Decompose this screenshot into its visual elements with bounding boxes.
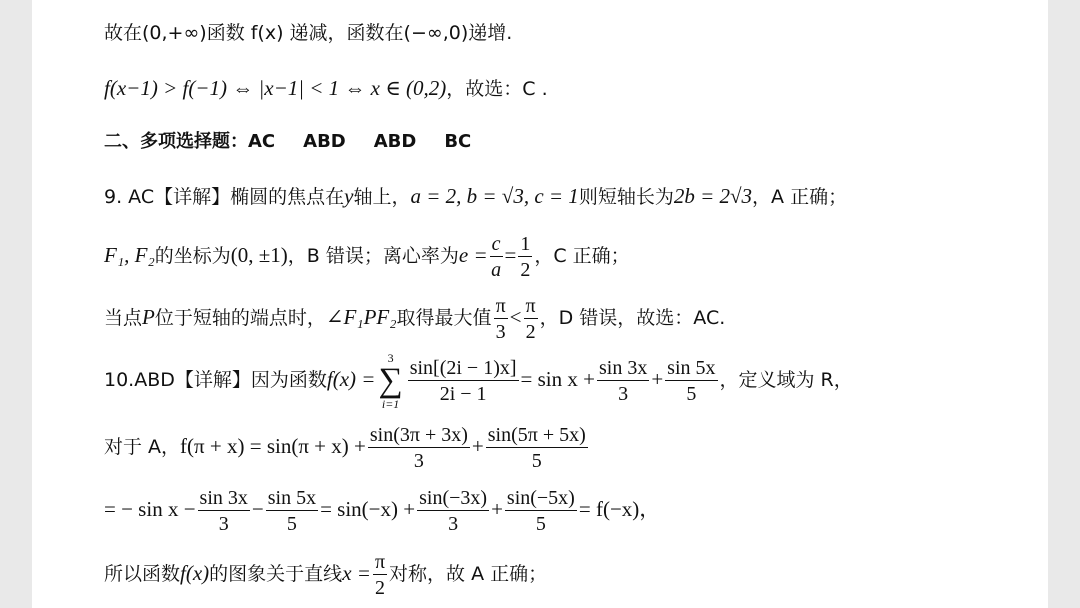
line-text: 9. AC【详解】椭圆的焦点在 [104, 186, 345, 208]
line-text: ，C 正确； [534, 245, 630, 267]
fraction-numerator: sin 3x [598, 357, 648, 379]
heading-text: 二、多项选择题：AC [104, 131, 276, 152]
fraction-numerator: sin(5π + 5x) [487, 424, 586, 446]
fraction-numerator: sin(3π + 3x) [369, 424, 468, 446]
fraction-numerator: c [491, 233, 501, 255]
math-expression: = sin x + [520, 367, 595, 391]
line-text: 位于短轴的端点时， [154, 307, 326, 329]
math-symbol: + [491, 497, 503, 521]
sum-lower-bound: i=1 [381, 397, 400, 411]
math-expression: 2b = 2√3 [673, 184, 753, 208]
fraction-denominator: 2i − 1 [439, 383, 487, 405]
fraction-denominator: 2 [525, 321, 536, 343]
question-9-line-3 [104, 296, 725, 342]
math-expression: (0, ±1) [230, 243, 288, 267]
fraction-denominator: 5 [286, 513, 297, 535]
fraction-denominator: 3 [618, 383, 629, 405]
math-symbol: = [504, 243, 517, 267]
math-symbol: y [344, 184, 354, 208]
line-text: 的图象关于直线 [209, 563, 343, 585]
fraction [417, 488, 489, 534]
math-expression: a = 2, b = √3, c = 1 [410, 184, 579, 208]
fraction [518, 234, 532, 280]
line-text: 对于 A， [104, 436, 181, 458]
question-10-line-1 [104, 352, 853, 410]
math-expression: f(x) [180, 561, 210, 585]
fraction-denominator: 3 [218, 513, 229, 535]
fraction-numerator: sin 5x [667, 357, 716, 379]
heading-answer: ABD [373, 131, 417, 152]
math-symbol: + [651, 367, 664, 391]
line-text: 故在(0,+∞)函数 f(x) 递减，函数在(−∞,0)递增. [104, 22, 513, 44]
fraction-numerator: 1 [520, 233, 531, 255]
fraction-denominator: 3 [448, 513, 459, 535]
fraction [490, 234, 503, 280]
fraction [266, 488, 318, 534]
fraction-numerator: sin 3x [199, 487, 248, 509]
math-expression: F₁, F₂ [104, 243, 155, 267]
question-10-line-2 [104, 425, 590, 471]
sum-upper-bound: 3 [387, 351, 394, 365]
fraction [665, 358, 717, 404]
math-expression: ∠F₁PF₂ [325, 305, 397, 329]
line-text: 所以函数 [104, 563, 181, 585]
line-text: 轴上， [353, 186, 411, 208]
fraction [368, 425, 470, 471]
math-expression: = sin(−x) + [320, 497, 416, 521]
fraction-denominator: 5 [535, 513, 546, 535]
question-10-line-4 [104, 552, 547, 598]
line-text: 对称，故 A 正确； [389, 563, 548, 585]
fraction-denominator: 5 [686, 383, 697, 405]
fraction-denominator: a [491, 259, 502, 281]
fraction [198, 488, 250, 534]
fraction-numerator: π [525, 295, 536, 317]
math-expression: f(π + x) = sin(π + x) + [180, 434, 366, 458]
fraction-numerator: π [374, 551, 386, 573]
line-text: 当点 [104, 307, 143, 329]
line-text: 10.ABD【详解】因为函数 [104, 369, 327, 391]
fraction-denominator: 5 [531, 450, 542, 472]
math-expression: = f(−x)， [578, 497, 661, 521]
line-text: 的坐标为 [154, 245, 231, 267]
fraction [373, 552, 387, 598]
math-expression: f(x) = [326, 367, 376, 391]
question-9-line-2 [104, 234, 630, 280]
fraction [494, 296, 508, 342]
question-9-line-1 [104, 186, 847, 207]
line-text: 取得最大值 [396, 307, 492, 329]
text-line-inequality [104, 78, 548, 99]
line-text: ，D 错误，故选：AC. [539, 307, 726, 329]
fraction-numerator: sin(−5x) [506, 487, 575, 509]
fraction-denominator: 3 [495, 321, 506, 343]
fraction [505, 488, 577, 534]
math-symbol: P [142, 305, 155, 329]
line-text: ，定义域为 R， [719, 369, 853, 391]
fraction-denominator: 2 [374, 577, 385, 599]
math-symbol: − [251, 497, 264, 521]
line-text: ，故选：C . [446, 78, 548, 100]
heading-answer: ABD [303, 131, 346, 152]
summation-symbol [378, 352, 402, 410]
question-10-line-3 [104, 488, 660, 534]
document-page [32, 0, 1048, 608]
heading-answer: BC [444, 131, 472, 152]
line-text: ，B 错误；离心率为 [287, 245, 459, 267]
fraction-denominator: 2 [520, 259, 531, 281]
fraction-numerator: π [495, 295, 506, 317]
fraction-numerator: sin 5x [267, 487, 317, 509]
fraction-numerator: sin(−3x) [419, 487, 488, 509]
math-expression: e = [458, 243, 488, 267]
fraction [597, 358, 649, 404]
line-text: 则短轴长为 [578, 186, 674, 208]
fraction [524, 296, 538, 342]
math-symbol: + [471, 434, 484, 458]
math-symbol: < [509, 305, 522, 329]
fraction-denominator: 3 [413, 450, 424, 472]
math-expression: x = [342, 561, 371, 585]
line-text: ，A 正确； [752, 186, 848, 208]
text-line-monotonicity [104, 24, 512, 43]
fraction-numerator: sin[(2i − 1)x] [409, 357, 517, 379]
math-expression: f(x−1) > f(−1) ⇔ |x−1| < 1 ⇔ x ∈ (0,2) [104, 76, 447, 100]
math-expression: = − sin x − [104, 497, 196, 521]
fraction [486, 425, 588, 471]
section-heading [104, 133, 471, 151]
fraction [408, 358, 519, 404]
sigma-glyph: ∑ [378, 362, 403, 399]
